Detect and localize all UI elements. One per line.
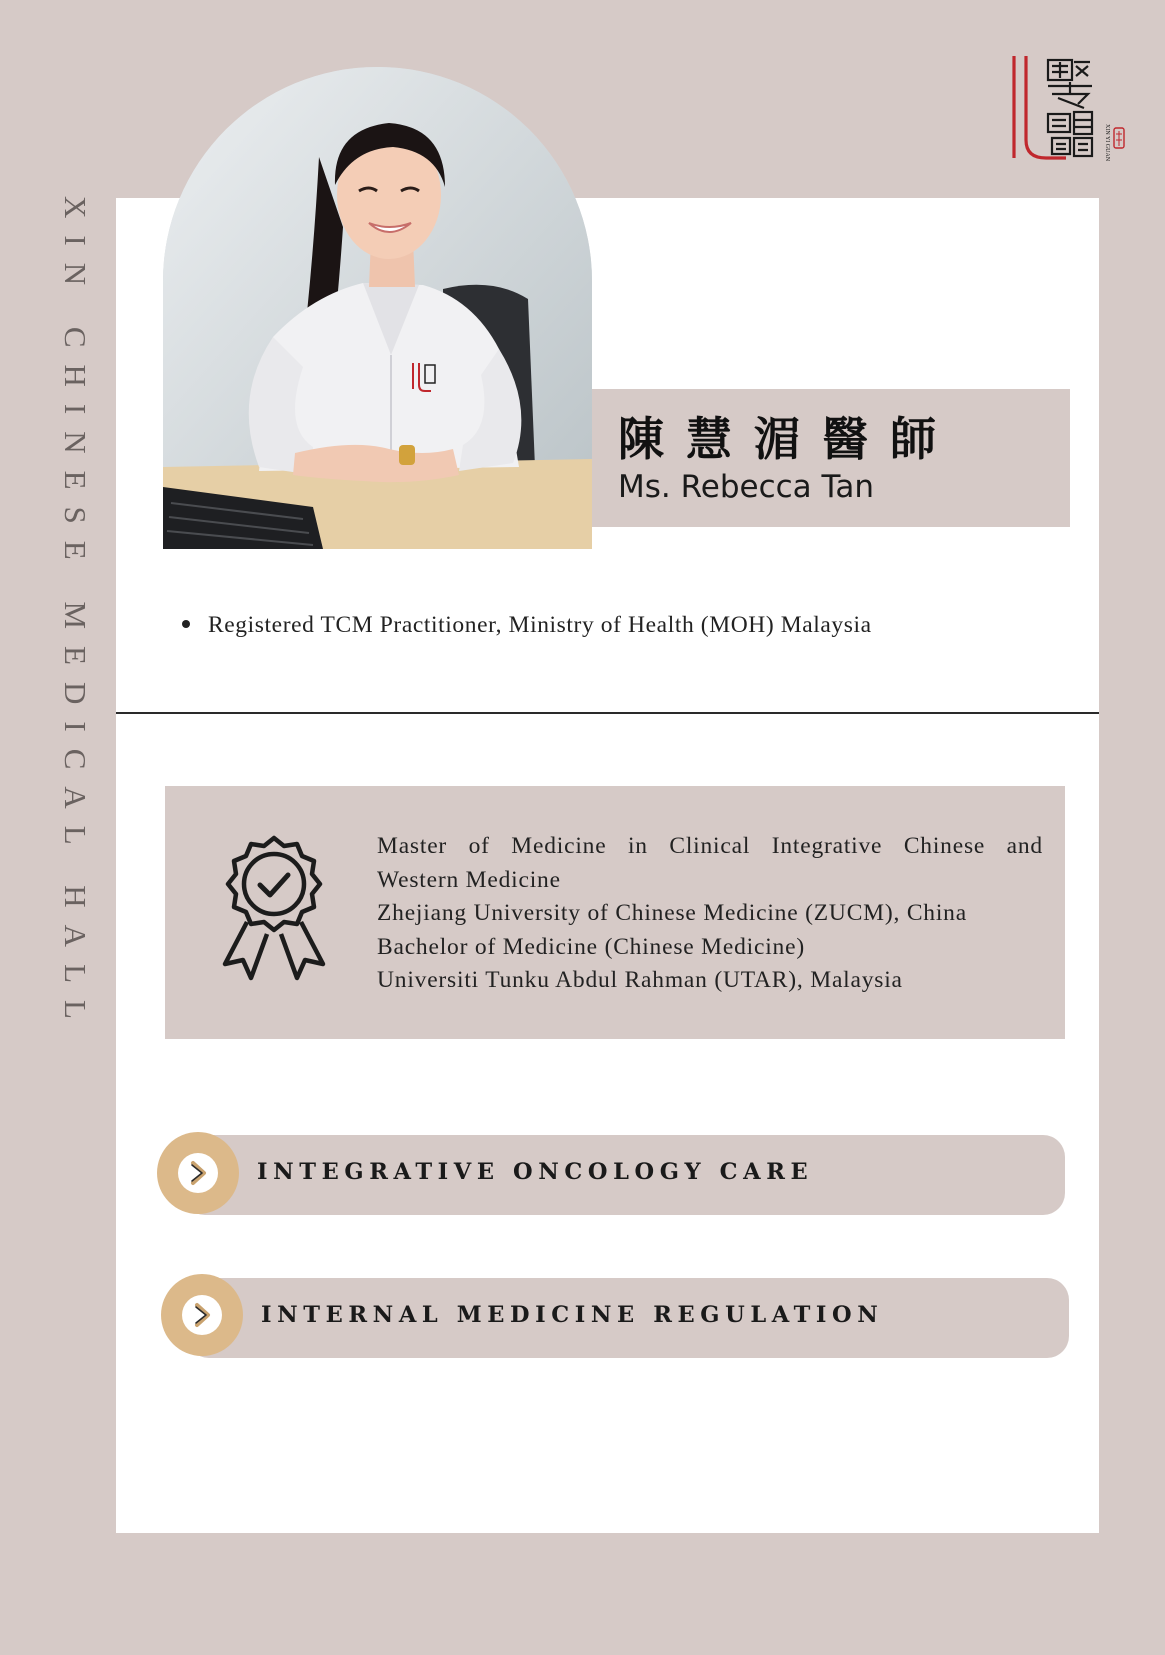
name-panel (592, 389, 1070, 527)
award-ribbon-icon (217, 834, 331, 986)
xin-medical-hall-logo (1008, 54, 1132, 168)
vertical-brand-title: XIN CHINESE MEDICAL HALL (58, 196, 93, 1036)
specialty-badge (161, 1274, 243, 1356)
chevron-right-icon (178, 1153, 218, 1193)
education-line: Bachelor of Medicine (Chinese Medicine) (377, 933, 805, 960)
registration-item (182, 612, 872, 639)
bullet-icon (182, 620, 190, 628)
education-list (377, 830, 1043, 998)
education-line: Universiti Tunku Abdul Rahman (UTAR), Malaysia (377, 967, 903, 993)
education-panel (165, 786, 1065, 1039)
section-divider (116, 712, 1099, 714)
specialty-label: INTEGRATIVE ONCOLOGY CARE (257, 1159, 814, 1185)
specialty-label: INTERNAL MEDICINE REGULATION (261, 1302, 884, 1328)
education-line: Western Medicine (377, 866, 561, 893)
chevron-right-icon (182, 1295, 222, 1335)
doctor-portrait (163, 67, 592, 549)
education-line: Master of Medicine in Clinical Integrative Chinese and (377, 833, 1043, 859)
education-line: Zhejiang University of Chinese Medicine (ZUCM), China (377, 900, 967, 926)
name-chinese: 陳慧湄醫師 (618, 412, 958, 466)
name-english: Ms. Rebecca Tan (618, 469, 874, 505)
svg-text:XIN YI GUAN: XIN YI GUAN (1104, 124, 1110, 162)
specialty-badge (157, 1132, 239, 1214)
registration-text: Registered TCM Practitioner, Ministry of Health (MOH) Malaysia (208, 612, 872, 638)
